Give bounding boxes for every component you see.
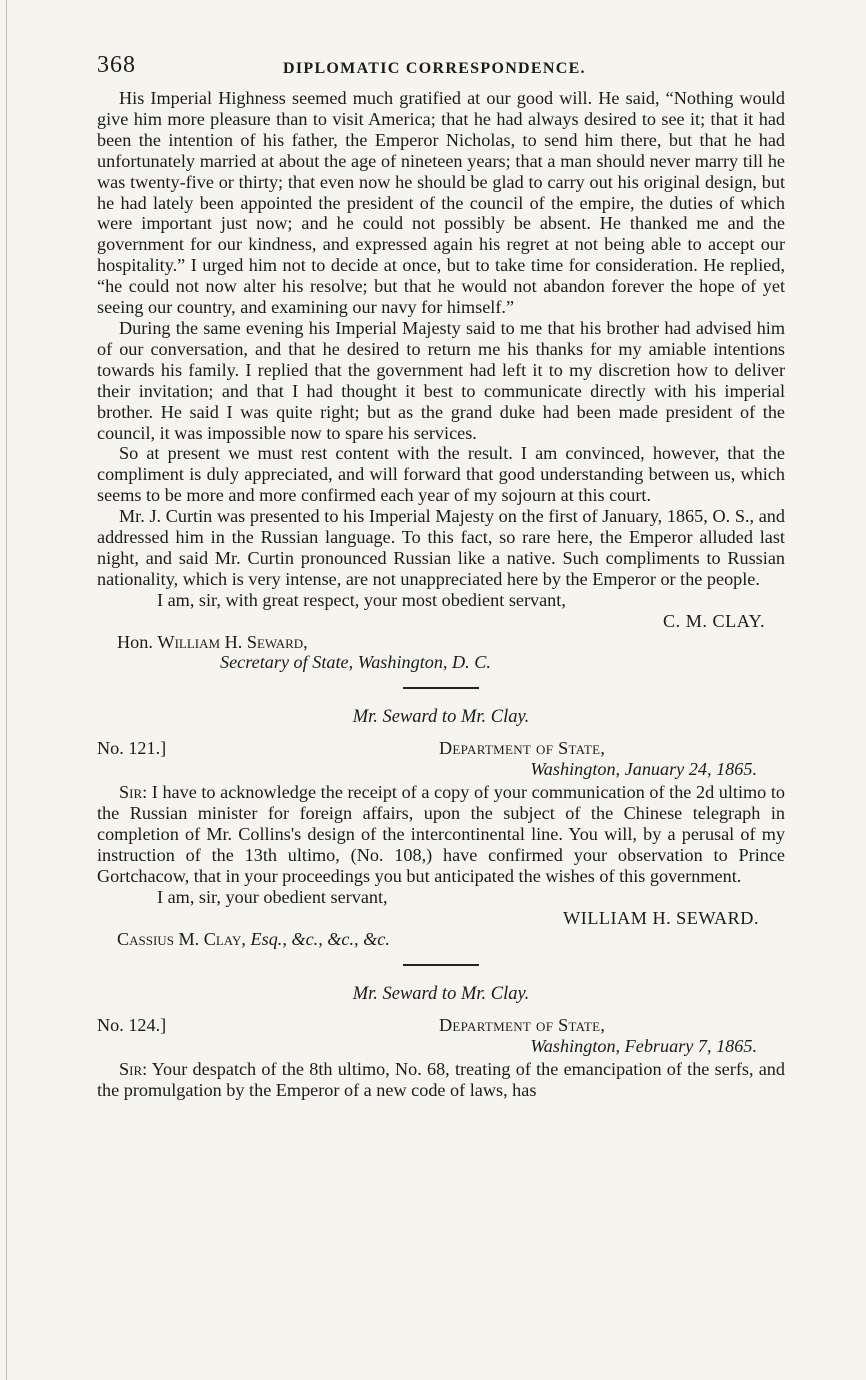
addressee-name: William H. Seward, — [157, 631, 308, 652]
closing-line: I am, sir, with great respect, your most obedient servant, — [157, 589, 566, 610]
addressee-rest: Esq., &c., &c., &c. — [250, 928, 390, 949]
addressee-name: Cassius M. Clay, — [117, 928, 246, 949]
dateline — [97, 759, 785, 780]
letter-heading: Mr. Seward to Mr. Clay. — [352, 707, 530, 728]
salutation: Sir: — [119, 782, 148, 803]
paragraph — [97, 782, 785, 887]
letter-3-body — [97, 1059, 785, 1101]
dispatch-row — [97, 1015, 785, 1036]
section-divider — [403, 964, 479, 966]
page-header: DIPLOMATIC CORRESPONDENCE. — [283, 60, 586, 77]
paragraph: During the same evening his Imperial Majesty said to me that his brother had advised him of our conversation, and that he desired to return me his thanks for my amiable intentions towards his family. I replied that the government had left it to my discretion how to deliver their invitation; and that I had thought it best to communicate directly with his imperial brother. He said I was quite right; but as the grand duke had been made president of the council, it was impossible now to spare his services. — [97, 317, 785, 443]
section-divider — [403, 687, 479, 689]
page-number: 368 — [97, 52, 136, 78]
dateline — [97, 1036, 785, 1057]
department-name: Department of State, — [439, 738, 606, 759]
department-name: Department of State, — [439, 1014, 606, 1035]
signature-seward: WILLIAM H. SEWARD. — [563, 907, 759, 928]
letter-1 — [97, 88, 785, 590]
paragraph: Mr. J. Curtin was presented to his Imperial Majesty on the first of January, 1865, O. S., and addressed him in the Russian language. To this fact, so rare here, the Emperor alluded last night, and said Mr. Curtin pronounced Russian like a native. Such compliments to Russian nationality, which is very intense, are not unappreciated here by the Emperor or the people. — [97, 506, 785, 589]
addressee — [97, 929, 785, 950]
document-page — [97, 52, 785, 1100]
dispatch-row — [97, 738, 785, 759]
dateline-text: Washington, January 24, 1865. — [530, 759, 757, 780]
paragraph: So at present we must rest content with the result. I am convinced, however, that the compliment is duly appreciated, and will forward that good understanding between us, which seems to be more and more confirmed each year of my sojourn at this court. — [97, 443, 785, 506]
closing-line: I am, sir, your obedient servant, — [157, 886, 388, 907]
letter-2-body — [97, 782, 785, 887]
paragraph: His Imperial Highness seemed much gratified at our good will. He said, “Nothing would give him more pleasure than to visit America; that he had always desired to see it; that it had been the intention of his father, the Emperor Nicholas, to send him there, but that he had unfortunately married at about the age of nineteen years; that a man should never marry till he was twenty-five or thirty; that even now he should be glad to carry out his original design, but he had lately been appointed the president of the council of the empire, the duties of which were important just now; and he could not possibly be absent. He thanked me and the government for our kindness, and expressed again his regret at not being able to accept our hospitality.” I urged him not to decide at once, but to take time for consideration. He replied, “he could not now alter his resolve; but that he would not abandon forever the hope of yet seeing our country, and examining our navy for himself.” — [97, 88, 785, 318]
paragraph-text: Your despatch of the 8th ultimo, No. 68, treating of the emancipation of the serfs, and the promulgation by the Emperor of a new code of laws, has — [97, 1058, 785, 1100]
paragraph-text: I have to acknowledge the receipt of a copy of your communication of the 2d ultimo to the Russian minister for foreign affairs, upon the subject of the Chinese telegraph in completion of Mr. Collins's design of the intercontinental line. You will, by a perusal of my instruction of the 13th ultimo, (No. 108,) have confirmed your observation to Prince Gortchacow, that in your proceedings you but anticipated the wishes of this government. — [97, 782, 786, 886]
paragraph — [97, 1059, 785, 1101]
addressee-prefix: Hon. — [117, 631, 153, 652]
page-edge — [6, 0, 7, 1380]
signature-clay: C. M. CLAY. — [662, 610, 765, 631]
running-head — [97, 52, 785, 88]
addressee — [97, 632, 785, 653]
dispatch-number: No. 124.] — [97, 1014, 167, 1035]
letter-heading: Mr. Seward to Mr. Clay. — [352, 983, 530, 1004]
dispatch-number: No. 121.] — [97, 738, 167, 759]
salutation: Sir: — [119, 1058, 148, 1079]
dateline-text: Washington, February 7, 1865. — [530, 1035, 757, 1056]
addressee-title: Secretary of State, Washington, D. C. — [220, 652, 491, 673]
